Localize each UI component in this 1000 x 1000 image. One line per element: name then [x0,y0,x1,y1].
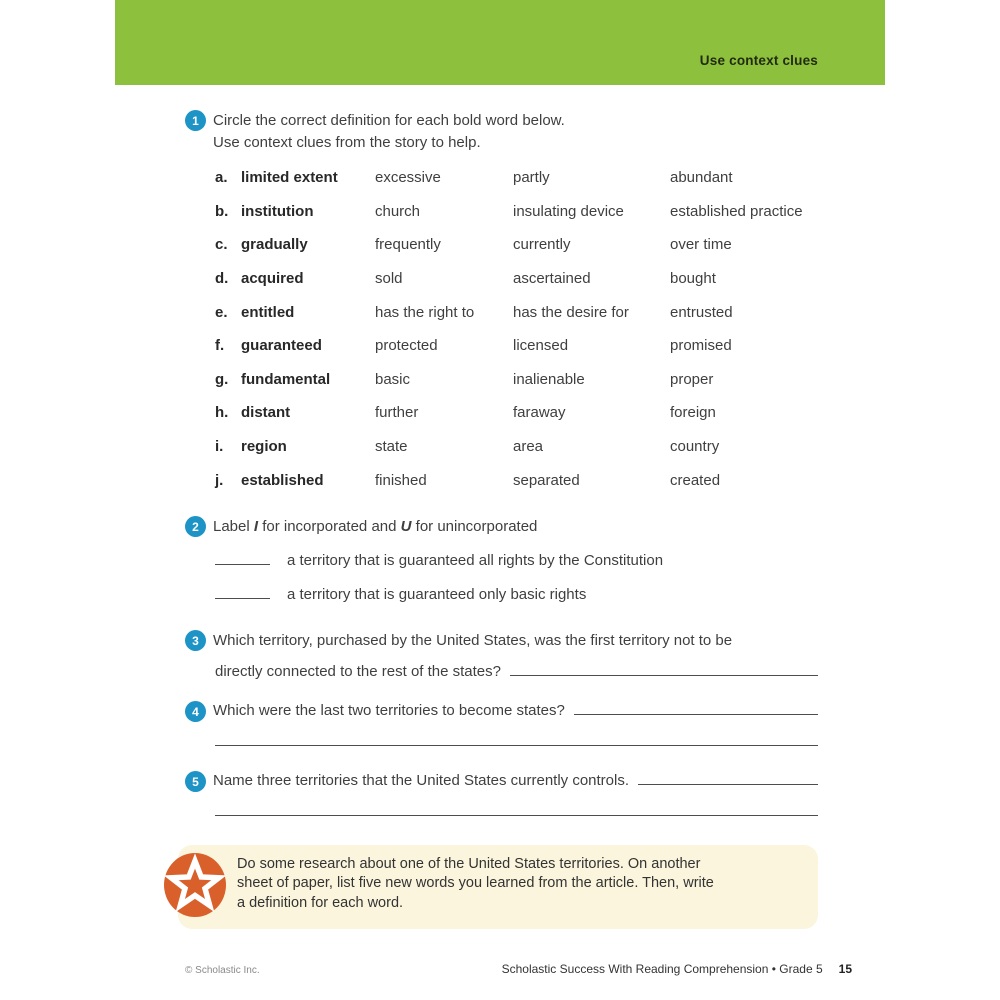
row-letter: d. [215,270,229,288]
row-option-2: licensed [513,337,569,355]
question-3-line2-text: directly connected to the rest of the states? [215,663,501,680]
row-option-2: partly [513,169,550,187]
row-option-2: faraway [513,404,566,422]
row-letter: g. [215,370,229,388]
label-item-text: a territory that is guaranteed only basic rights [287,586,587,603]
row-option-2: insulating device [513,202,624,220]
word-definition-list [215,161,818,497]
row-option-3: over time [670,236,732,254]
question-2-prompt-pre: Label [213,518,254,535]
word-row [215,295,818,329]
row-bold-word: institution [241,202,314,220]
row-option-2: has the desire for [513,303,629,321]
row-bold-word: gradually [241,236,308,254]
row-option-3: foreign [670,404,716,422]
row-option-1: finished [375,471,427,489]
row-bold-word: guaranteed [241,337,322,355]
row-option-3: entrusted [670,303,733,321]
answer-line [510,662,818,676]
row-letter: a. [215,169,228,187]
row-option-1: state [375,438,408,456]
row-option-3: abundant [670,169,733,187]
word-row [215,228,818,262]
header-band [115,0,885,85]
row-option-3: bought [670,270,716,288]
question-4-prompt-text: Which were the last two territories to become states? [213,702,565,719]
row-bold-word: acquired [241,270,304,288]
word-row [215,363,818,397]
footer-copyright: © Scholastic Inc. [185,965,260,976]
footer-page-number: 15 [838,962,852,976]
question-2-prompt [213,516,537,538]
question-2-label-i: I [253,518,259,535]
question-5-badge: 5 [185,771,206,792]
question-3-line2 [215,662,818,680]
row-letter: b. [215,202,229,220]
row-option-2: currently [513,236,571,254]
label-item [215,585,586,607]
question-2-badge: 2 [185,516,206,537]
question-4-prompt [213,701,818,719]
question-5-prompt-text: Name three territories that the United States currently controls. [213,772,630,789]
word-row [215,396,818,430]
row-option-2: inalienable [513,370,585,388]
question-3-badge: 3 [185,630,206,651]
question-1-prompt [213,110,565,155]
row-option-3: established practice [670,202,803,220]
word-row [215,262,818,296]
row-option-1: sold [375,270,403,288]
footer-book-title: Scholastic Success With Reading Comprehension • Grade 5 [501,962,823,976]
row-option-3: created [670,471,721,489]
question-2-prompt-post: for unincorporated [411,518,538,535]
research-line1: Do some research about one of the United States territories. On another [237,856,701,872]
row-bold-word: fundamental [241,370,331,388]
row-option-2: area [513,438,544,456]
word-row [215,329,818,363]
answer-blank [215,585,270,599]
row-letter: f. [215,337,225,355]
word-row [215,430,818,464]
answer-line [215,803,818,816]
row-option-1: has the right to [375,303,475,321]
research-line2: sheet of paper, list five new words you learned from the article. Then, write [237,875,714,892]
question-5-prompt [213,771,818,789]
answer-blank [215,551,270,565]
label-item [215,551,663,573]
row-bold-word: established [241,471,324,489]
research-activity-text [237,855,812,913]
research-line3: a definition for each word. [237,894,404,911]
label-item-text: a territory that is guaranteed all rights by the Constitution [287,552,664,569]
row-option-1: church [375,202,421,220]
row-option-3: promised [670,337,732,355]
page-footer [185,962,852,976]
star-icon [163,852,227,918]
row-option-1: basic [375,370,411,388]
question-1-line1: Circle the correct definition for each bold word below. [213,112,565,129]
question-1-badge: 1 [185,110,206,131]
row-option-3: proper [670,370,714,388]
answer-line [638,771,818,785]
question-3-line1: Which territory, purchased by the United States, was the first territory not to be [213,632,733,649]
row-letter: h. [215,404,229,422]
question-1-line2: Use context clues from the story to help. [213,134,481,152]
row-option-1: excessive [375,169,441,187]
question-4-badge: 4 [185,701,206,722]
row-bold-word: region [241,438,287,456]
word-row [215,195,818,229]
question-2-prompt-mid: for incorporated and [258,518,401,535]
question-2-label-u: U [400,518,412,535]
row-option-3: country [670,438,720,456]
row-bold-word: entitled [241,303,295,321]
answer-line [215,733,818,746]
row-letter: i. [215,438,224,456]
row-option-2: separated [513,471,580,489]
header-skill-label: Use context clues [699,53,818,68]
row-letter: c. [215,236,228,254]
answer-line [574,701,818,715]
row-option-2: ascertained [513,270,591,288]
row-bold-word: distant [241,404,291,422]
row-option-1: protected [375,337,438,355]
row-option-1: further [375,404,419,422]
word-row [215,161,818,195]
row-bold-word: limited extent [241,169,338,187]
row-letter: e. [215,303,228,321]
word-row [215,463,818,497]
row-letter: j. [215,471,224,489]
row-option-1: frequently [375,236,441,254]
